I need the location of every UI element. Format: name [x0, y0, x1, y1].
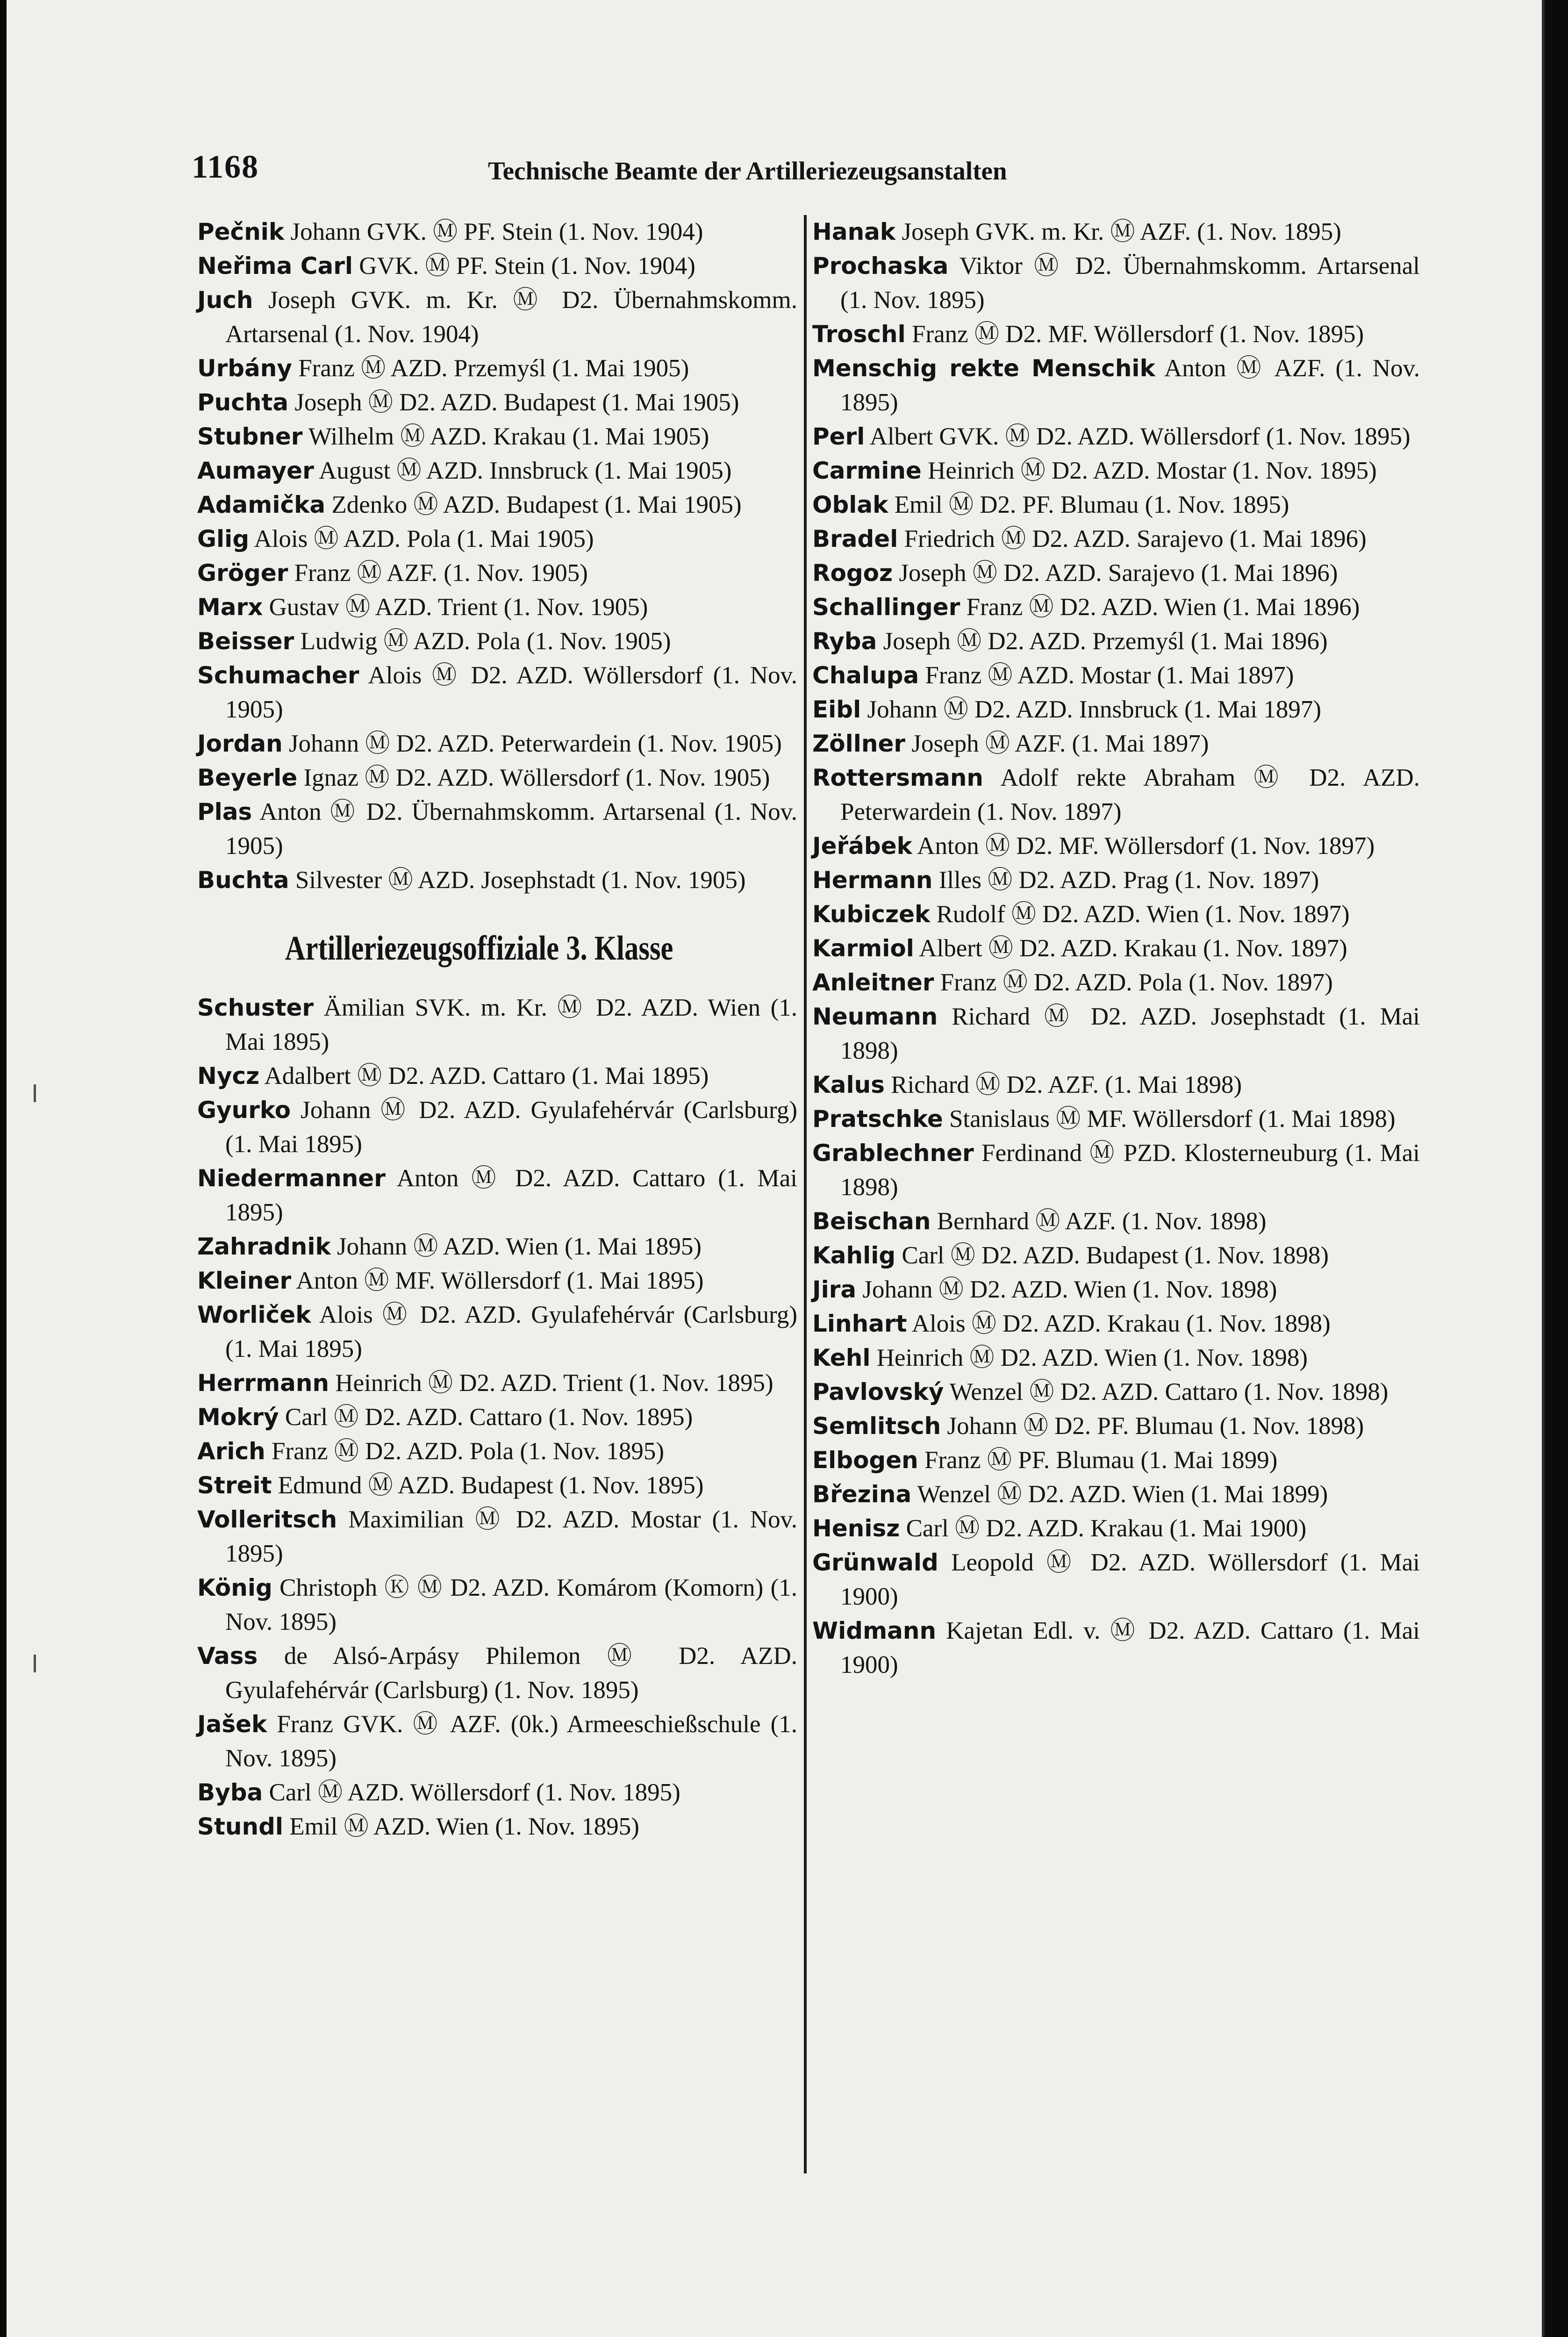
list-item: [197, 556, 797, 590]
list-item: [812, 1136, 1420, 1204]
entry-details: Carl Ⓜ D2. AZD. Krakau (1. Mai 1900): [906, 1515, 1307, 1542]
entry-surname: Perl: [812, 423, 865, 450]
entry-details: Edmund Ⓜ AZD. Budapest (1. Nov. 1895): [278, 1472, 704, 1499]
list-item: [197, 522, 797, 556]
entry-details: Ignaz Ⓜ D2. AZD. Wöllersdorf (1. Nov. 1905): [303, 764, 770, 791]
entry-details: Carl Ⓜ D2. AZD. Cattaro (1. Nov. 1895): [285, 1404, 693, 1431]
entry-details: Joseph GVK. m. Kr. Ⓜ AZF. (1. Nov. 1895): [902, 218, 1341, 245]
list-item: [812, 1443, 1420, 1477]
entry-details: Carl Ⓜ D2. AZD. Budapest (1. Nov. 1898): [902, 1242, 1329, 1269]
entry-details: Ämilian SVK. m. Kr. Ⓜ D2. AZD. Wien (1. Mai 1895): [225, 994, 797, 1055]
entry-details: Wenzel Ⓜ D2. AZD. Cattaro (1. Nov. 1898): [949, 1378, 1389, 1405]
entry-details: Franz Ⓜ D2. MF. Wöllersdorf (1. Nov. 1895): [912, 321, 1364, 348]
entry-surname: Hanak: [812, 218, 896, 245]
margin-mark: [34, 1655, 36, 1672]
list-item: [812, 1000, 1420, 1068]
list-item: [812, 1068, 1420, 1102]
entry-surname: Plas: [197, 798, 252, 825]
entry-details: Wenzel Ⓜ D2. AZD. Wien (1. Mai 1899): [917, 1481, 1328, 1508]
page-number: 1168: [192, 149, 259, 185]
entry-details: Joseph GVK. m. Kr. Ⓜ D2. Übernahmskomm. Artarsenal (1. Nov. 1904): [225, 287, 798, 348]
list-item: [812, 1204, 1420, 1239]
entry-surname: Pečnik: [197, 218, 285, 245]
entry-surname: Widmann: [812, 1617, 937, 1644]
entry-surname: Herrmann: [197, 1369, 329, 1397]
list-item: [197, 1230, 797, 1264]
entry-surname: Grünwald: [812, 1549, 938, 1576]
entry-details: Stanislaus Ⓜ MF. Wöllersdorf (1. Mai 1898): [949, 1105, 1396, 1133]
list-item: [812, 215, 1420, 249]
list-item: [197, 1161, 797, 1230]
entry-details: Zdenko Ⓜ AZD. Budapest (1. Mai 1905): [331, 491, 742, 518]
entry-details: Joseph Ⓜ D2. AZD. Budapest (1. Mai 1905): [294, 389, 739, 416]
entry-details: Johann Ⓜ D2. PF. Blumau (1. Nov. 1898): [947, 1412, 1364, 1440]
section-entry-list: [197, 991, 797, 1844]
entry-surname: Pavlovský: [812, 1378, 944, 1405]
entry-details: Johann GVK. Ⓜ PF. Stein (1. Nov. 1904): [290, 218, 703, 245]
list-item: [812, 351, 1420, 420]
entry-surname: Karmiol: [812, 935, 914, 962]
entry-surname: Beyerle: [197, 764, 298, 791]
entry-surname: Anleitner: [812, 969, 934, 996]
list-item: [197, 283, 797, 351]
list-item: [812, 1102, 1420, 1136]
entry-surname: Březina: [812, 1481, 912, 1508]
entry-details: Leopold Ⓜ D2. AZD. Wöllersdorf (1. Mai 1900): [840, 1549, 1420, 1610]
entry-details: GVK. Ⓜ PF. Stein (1. Nov. 1904): [359, 252, 695, 280]
entry-details: Johann Ⓜ AZD. Wien (1. Mai 1895): [337, 1233, 702, 1260]
entry-surname: Aumayer: [197, 457, 314, 484]
entry-surname: Kleiner: [197, 1267, 292, 1294]
entry-details: Illes Ⓜ D2. AZD. Prag (1. Nov. 1897): [938, 867, 1319, 894]
entry-surname: König: [197, 1574, 272, 1601]
list-item: [812, 829, 1420, 863]
entry-details: Anton Ⓜ D2. MF. Wöllersdorf (1. Nov. 1897): [917, 832, 1375, 860]
list-item: [197, 215, 797, 249]
entry-surname: Oblak: [812, 491, 888, 518]
list-item: [197, 1571, 797, 1639]
list-item: [812, 488, 1420, 522]
entry-surname: Kahlig: [812, 1242, 896, 1269]
entry-details: Rudolf Ⓜ D2. AZD. Wien (1. Nov. 1897): [936, 901, 1350, 928]
page-scan: [7, 0, 1545, 2337]
entry-details: Christoph Ⓚ Ⓜ D2. AZD. Komárom (Komorn) (1. Nov. 1895): [225, 1574, 798, 1635]
entry-surname: Jordan: [197, 730, 283, 757]
entry-details: Ferdinand Ⓜ PZD. Klosterneuburg (1. Mai 1898): [840, 1140, 1420, 1201]
entry-surname: Kalus: [812, 1071, 885, 1098]
entry-surname: Worliček: [197, 1301, 311, 1328]
entry-surname: Schumacher: [197, 662, 359, 689]
list-item: [197, 1469, 797, 1503]
entry-details: Franz Ⓜ PF. Blumau (1. Mai 1899): [924, 1447, 1278, 1474]
list-item: [812, 624, 1420, 659]
list-item: [812, 897, 1420, 932]
entry-details: Alois Ⓜ D2. AZD. Gyulafehérvár (Carlsburg) (1. Mai 1895): [225, 1301, 797, 1362]
entry-details: Richard Ⓜ D2. AZD. Josephstadt (1. Mai 1898): [840, 1003, 1420, 1064]
entry-surname: Niedermanner: [197, 1165, 386, 1192]
list-item: [812, 1477, 1420, 1512]
entry-surname: Urbány: [197, 355, 292, 382]
entry-details: Franz Ⓜ AZF. (1. Nov. 1905): [294, 559, 588, 587]
entry-details: Johann Ⓜ D2. AZD. Gyulafehérvár (Carlsburg) (1. Mai 1895): [225, 1097, 798, 1158]
entry-surname: Chalupa: [812, 662, 919, 689]
entry-surname: Nycz: [197, 1062, 260, 1090]
entry-details: Carl Ⓜ AZD. Wöllersdorf (1. Nov. 1895): [269, 1779, 680, 1806]
entry-surname: Rogoz: [812, 559, 893, 587]
list-item: [812, 1546, 1420, 1614]
list-item: [812, 1614, 1420, 1682]
list-item: [197, 1366, 797, 1400]
entry-surname: Stubner: [197, 423, 303, 450]
entry-details: Anton Ⓜ AZF. (1. Nov. 1895): [840, 355, 1420, 416]
list-item: [197, 1503, 797, 1571]
page-header: [192, 149, 1416, 191]
entry-surname: Neumann: [812, 1003, 938, 1030]
list-item: [812, 556, 1420, 590]
list-item: [812, 966, 1420, 1000]
list-item: [197, 1434, 797, 1469]
entry-details: Bernhard Ⓜ AZF. (1. Nov. 1898): [937, 1208, 1267, 1235]
entry-surname: Bradel: [812, 525, 898, 552]
list-item: [812, 1341, 1420, 1375]
entry-surname: Kubiczek: [812, 901, 931, 928]
entry-details: Silvester Ⓜ AZD. Josephstadt (1. Nov. 1905): [295, 867, 746, 894]
list-item: [197, 420, 797, 454]
list-item: [197, 659, 797, 727]
list-item: [197, 795, 797, 863]
entry-surname: Streit: [197, 1472, 272, 1499]
list-item: [812, 317, 1420, 351]
list-item: [197, 249, 797, 283]
list-item: [197, 488, 797, 522]
entry-details: Franz Ⓜ AZD. Przemyśl (1. Mai 1905): [298, 355, 689, 382]
list-item: [812, 1409, 1420, 1443]
column-divider: [804, 215, 807, 2173]
entry-surname: Arich: [197, 1438, 265, 1465]
entry-details: Franz Ⓜ D2. AZD. Pola (1. Nov. 1895): [271, 1438, 665, 1465]
right-entry-list: [812, 215, 1420, 1682]
list-item: [197, 624, 797, 659]
entry-details: Albert GVK. Ⓜ D2. AZD. Wöllersdorf (1. Nov. 1895): [869, 423, 1410, 450]
entry-details: Friedrich Ⓜ D2. AZD. Sarajevo (1. Mai 1896): [904, 525, 1367, 552]
entry-details: Wilhelm Ⓜ AZD. Krakau (1. Mai 1905): [308, 423, 709, 450]
entry-surname: Menschig rekte Menschik: [812, 355, 1155, 382]
entry-surname: Zöllner: [812, 730, 906, 757]
left-column: [197, 215, 797, 1844]
list-item: [812, 727, 1420, 761]
entry-details: Franz GVK. Ⓜ AZF. (0k.) Armeeschießschule (1. Nov. 1895): [225, 1711, 797, 1772]
entry-details: Albert Ⓜ D2. AZD. Krakau (1. Nov. 1897): [919, 935, 1347, 962]
list-item: [197, 590, 797, 624]
entry-details: Emil Ⓜ AZD. Wien (1. Nov. 1895): [289, 1813, 639, 1840]
list-item: [197, 1059, 797, 1093]
entry-surname: Puchta: [197, 389, 289, 416]
list-item: [197, 761, 797, 795]
list-item: [812, 1512, 1420, 1546]
list-item: [812, 1375, 1420, 1409]
list-item: [197, 727, 797, 761]
list-item: [812, 249, 1420, 317]
entry-surname: Marx: [197, 594, 263, 621]
entry-surname: Jeřábek: [812, 832, 912, 860]
entry-details: Ludwig Ⓜ AZD. Pola (1. Nov. 1905): [300, 628, 671, 655]
entry-surname: Beisser: [197, 628, 294, 655]
entry-surname: Mokrý: [197, 1404, 279, 1431]
list-item: [812, 761, 1420, 829]
entry-surname: Pratschke: [812, 1105, 943, 1133]
entry-surname: Beischan: [812, 1208, 931, 1235]
entry-surname: Ryba: [812, 628, 877, 655]
list-item: [197, 1093, 797, 1161]
entry-details: Johann Ⓜ D2. AZD. Wien (1. Nov. 1898): [862, 1276, 1277, 1303]
entry-surname: Jašek: [197, 1711, 267, 1738]
entry-surname: Schallinger: [812, 594, 960, 621]
entry-details: Johann Ⓜ D2. AZD. Innsbruck (1. Mai 1897): [867, 696, 1322, 723]
list-item: [197, 1707, 797, 1776]
entry-surname: Grablechner: [812, 1140, 974, 1167]
entry-details: Viktor Ⓜ D2. Übernahmskomm. Artarsenal (1. Nov. 1895): [840, 252, 1420, 314]
entry-surname: Vass: [197, 1642, 258, 1670]
entry-details: Richard Ⓜ D2. AZF. (1. Mai 1898): [891, 1071, 1242, 1098]
entry-surname: Zahradnik: [197, 1233, 331, 1260]
entry-surname: Rottersmann: [812, 764, 984, 791]
list-item: [812, 1273, 1420, 1307]
entry-details: Anton Ⓜ MF. Wöllersdorf (1. Mai 1895): [296, 1267, 704, 1294]
entry-surname: Juch: [197, 287, 253, 314]
entry-details: Heinrich Ⓜ D2. AZD. Wien (1. Nov. 1898): [876, 1344, 1308, 1371]
entry-details: Anton Ⓜ D2. Übernahmskomm. Artarsenal (1. Nov. 1905): [225, 798, 798, 860]
entry-surname: Volleritsch: [197, 1506, 337, 1533]
list-item: [812, 522, 1420, 556]
entry-surname: Henisz: [812, 1515, 900, 1542]
entry-details: Alois Ⓜ D2. AZD. Wöllersdorf (1. Nov. 1905): [225, 662, 797, 723]
entry-details: Adalbert Ⓜ D2. AZD. Cattaro (1. Mai 1895): [264, 1062, 709, 1090]
entry-details: Franz Ⓜ D2. AZD. Pola (1. Nov. 1897): [940, 969, 1333, 996]
entry-surname: Elbogen: [812, 1447, 918, 1474]
entry-surname: Linhart: [812, 1310, 907, 1337]
entry-details: Heinrich Ⓜ D2. AZD. Trient (1. Nov. 1895): [335, 1369, 773, 1397]
list-item: [197, 1776, 797, 1810]
list-item: [197, 863, 797, 897]
list-item: [812, 863, 1420, 897]
list-item: [812, 420, 1420, 454]
entry-details: Anton Ⓜ D2. AZD. Cattaro (1. Mai 1895): [225, 1165, 797, 1226]
list-item: [812, 693, 1420, 727]
entry-surname: Byba: [197, 1779, 263, 1806]
entry-details: Kajetan Edl. v. Ⓜ D2. AZD. Cattaro (1. Mai 1900): [840, 1617, 1420, 1678]
entry-details: Emil Ⓜ D2. PF. Blumau (1. Nov. 1895): [894, 491, 1289, 518]
list-item: [197, 1264, 797, 1298]
entry-surname: Buchta: [197, 867, 289, 894]
entry-details: August Ⓜ AZD. Innsbruck (1. Mai 1905): [319, 457, 732, 484]
list-item: [197, 1298, 797, 1366]
entry-surname: Glig: [197, 525, 250, 552]
entry-surname: Kehl: [812, 1344, 871, 1371]
list-item: [197, 1639, 797, 1707]
entry-details: Adolf rekte Abraham Ⓜ D2. AZD. Peterwardein (1. Nov. 1897): [840, 764, 1420, 825]
entry-details: de Alsó-Arpásy Philemon Ⓜ D2. AZD. Gyulafehérvár (Carlsburg) (1. Nov. 1895): [225, 1642, 798, 1704]
entry-surname: Hermann: [812, 867, 933, 894]
entry-surname: Troschl: [812, 321, 906, 348]
running-title: Technische Beamte der Artilleriezeugsanstalten: [488, 157, 1007, 185]
left-entry-list: [197, 215, 797, 897]
entry-surname: Jira: [812, 1276, 857, 1303]
list-item: [812, 1307, 1420, 1341]
section-title: Artilleriezeugsoffiziale 3. Klasse: [285, 929, 673, 968]
list-item: [812, 932, 1420, 966]
margin-mark: [34, 1084, 36, 1102]
entry-surname: Prochaska: [812, 252, 949, 280]
list-item: [197, 1810, 797, 1844]
list-item: [812, 1239, 1420, 1273]
entry-details: Franz Ⓜ AZD. Mostar (1. Mai 1897): [925, 662, 1294, 689]
entry-details: Joseph Ⓜ AZF. (1. Mai 1897): [911, 730, 1209, 757]
list-item: [812, 454, 1420, 488]
entry-surname: Gyurko: [197, 1097, 291, 1124]
list-item: [812, 659, 1420, 693]
entry-details: Gustav Ⓜ AZD. Trient (1. Nov. 1905): [269, 594, 648, 621]
entry-surname: Schuster: [197, 994, 314, 1021]
entry-surname: Eibl: [812, 696, 861, 723]
entry-details: Heinrich Ⓜ D2. AZD. Mostar (1. Nov. 1895): [928, 457, 1377, 484]
list-item: [197, 1400, 797, 1434]
entry-surname: Carmine: [812, 457, 922, 484]
entry-details: Alois Ⓜ AZD. Pola (1. Mai 1905): [254, 525, 594, 552]
entry-surname: Semlitsch: [812, 1412, 941, 1440]
entry-details: Alois Ⓜ D2. AZD. Krakau (1. Nov. 1898): [911, 1310, 1331, 1337]
list-item: [812, 590, 1420, 624]
list-item: [197, 351, 797, 386]
list-item: [197, 991, 797, 1059]
entry-surname: Neřima Carl: [197, 252, 353, 280]
list-item: [197, 386, 797, 420]
entry-details: Johann Ⓜ D2. AZD. Peterwardein (1. Nov. 1905): [289, 730, 782, 757]
list-item: [197, 454, 797, 488]
entry-surname: Gröger: [197, 559, 288, 587]
entry-details: Joseph Ⓜ D2. AZD. Sarajevo (1. Mai 1896): [899, 559, 1338, 587]
entry-surname: Adamička: [197, 491, 326, 518]
entry-surname: Stundl: [197, 1813, 284, 1840]
entry-details: Joseph Ⓜ D2. AZD. Przemyśl (1. Mai 1896): [883, 628, 1328, 655]
entry-details: Maximilian Ⓜ D2. AZD. Mostar (1. Nov. 1895): [225, 1506, 797, 1567]
right-column: [812, 215, 1420, 1682]
entry-details: Franz Ⓜ D2. AZD. Wien (1. Mai 1896): [966, 594, 1360, 621]
